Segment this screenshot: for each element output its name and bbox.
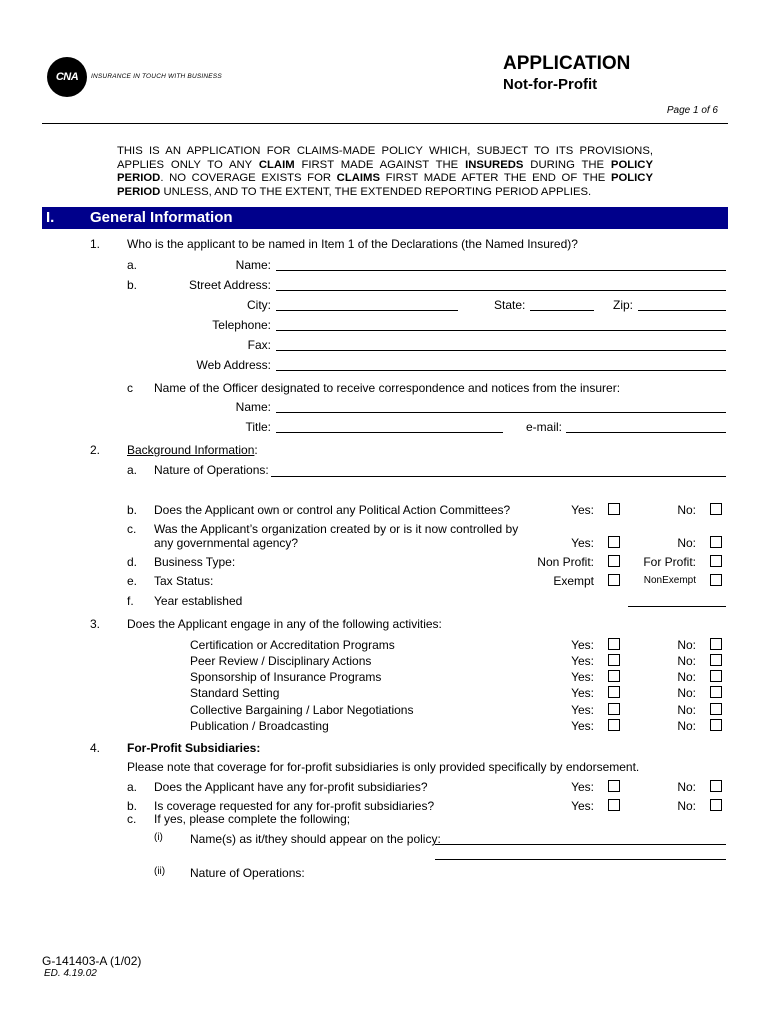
item-letter: a. <box>127 463 138 477</box>
sub-item-number: (ii) <box>154 866 166 877</box>
no-label: No: <box>677 503 696 517</box>
question-number: 4. <box>90 741 101 755</box>
notice-bold: POLICY PERIOD <box>117 158 653 184</box>
subsidiaries-question: Does the Applicant have any for-profit subsidiaries? <box>154 780 428 794</box>
city-field[interactable] <box>276 310 458 311</box>
name-field[interactable] <box>276 270 726 271</box>
activity-label: Publication / Broadcasting <box>190 719 329 733</box>
no-label: No: <box>677 780 696 794</box>
subsidiaries-note: Please note that coverage for for-profit subsidiaries is only provided specifically by endorsement. <box>127 760 640 774</box>
pac-question: Does the Applicant own or control any Political Action Committees? <box>154 503 511 517</box>
background-colon: : <box>254 443 258 457</box>
question-text: Who is the applicant to be named in Item 1 of the Declarations (the Named Insured)? <box>127 237 578 251</box>
officer-name-label: Name: <box>235 400 271 414</box>
logo-text: CNA <box>55 71 79 83</box>
telephone-label: Telephone: <box>212 318 271 332</box>
policy-names-label: Name(s) as it/they should appear on the policy: <box>190 832 441 846</box>
notice-bold: POLICY PERIOD <box>117 172 653 198</box>
street-label: Street Address: <box>188 278 271 292</box>
fax-field[interactable] <box>276 350 726 351</box>
no-label: No: <box>677 670 696 684</box>
notice-text: DURING THE <box>523 158 611 171</box>
no-label: No: <box>677 654 696 668</box>
question-number: 3. <box>90 617 101 631</box>
no-label: No: <box>677 536 696 550</box>
activity-no-checkbox[interactable] <box>710 654 722 666</box>
activity-label: Certification or Accreditation Programs <box>190 638 395 652</box>
page-subtitle: Not-for-Profit <box>503 76 598 93</box>
yes-label: Yes: <box>571 670 594 684</box>
nature-label: Nature of Operations: <box>154 463 269 477</box>
non-profit-label: Non Profit: <box>537 555 594 569</box>
form-number: G-141403-A (1/02) <box>42 954 142 968</box>
year-established-label: Year established <box>154 594 243 608</box>
exempt-label: Exempt <box>553 574 594 588</box>
gov-yes-checkbox[interactable] <box>608 536 620 548</box>
business-type-label: Business Type: <box>154 555 236 569</box>
complete-instruction: If yes, please complete the following; <box>154 812 351 826</box>
for-profit-checkbox[interactable] <box>710 555 722 567</box>
activity-yes-checkbox[interactable] <box>608 654 620 666</box>
name-label: Name: <box>235 258 271 272</box>
item-letter: b. <box>127 503 138 517</box>
sub-item-number: (i) <box>154 832 163 843</box>
item-letter: b. <box>127 799 138 813</box>
yes-label: Yes: <box>571 719 594 733</box>
notice-bold: INSUREDS <box>465 158 524 171</box>
tagline: INSURANCE IN TOUCH WITH BUSINESS <box>91 73 222 80</box>
item-letter: d. <box>127 555 138 569</box>
fax-label: Fax: <box>247 338 271 352</box>
item-letter: c <box>127 381 133 395</box>
yes-label: Yes: <box>571 536 594 550</box>
activity-label: Standard Setting <box>190 686 280 700</box>
activity-no-checkbox[interactable] <box>710 670 722 682</box>
activity-label: Sponsorship of Insurance Programs <box>190 670 382 684</box>
tax-status-label: Tax Status: <box>154 574 214 588</box>
page-number: Page 1 of 6 <box>666 105 718 116</box>
activity-yes-checkbox[interactable] <box>608 719 620 731</box>
header-divider <box>42 123 728 124</box>
email-label: e-mail: <box>526 420 563 434</box>
claims-made-notice <box>117 141 653 199</box>
no-label: No: <box>677 703 696 717</box>
year-established-field[interactable] <box>628 606 726 607</box>
notice-text: FIRST MADE AGAINST THE <box>294 158 466 171</box>
pac-no-checkbox[interactable] <box>710 503 722 515</box>
section-title: General Information <box>90 209 233 226</box>
cna-logo <box>47 57 87 97</box>
activity-label: Peer Review / Disciplinary Actions <box>190 654 372 668</box>
notice-bold: CLAIM <box>258 158 295 171</box>
item-letter: c. <box>127 522 137 536</box>
for-profit-label: For Profit: <box>643 555 696 569</box>
yes-label: Yes: <box>571 638 594 652</box>
title-label: Title: <box>245 420 271 434</box>
policy-names-field[interactable] <box>435 844 726 845</box>
question-number: 2. <box>90 443 101 457</box>
nature-field[interactable] <box>271 476 726 477</box>
yes-label: Yes: <box>571 780 594 794</box>
coverage-yes-checkbox[interactable] <box>608 799 620 811</box>
street-field[interactable] <box>276 290 726 291</box>
state-label: State: <box>494 298 526 312</box>
item-letter: e. <box>127 574 138 588</box>
yes-label: Yes: <box>571 686 594 700</box>
section-number: I. <box>46 209 55 226</box>
operations-label: Nature of Operations: <box>190 866 305 880</box>
zip-label: Zip: <box>613 298 634 312</box>
gov-question-line2: any governmental agency? <box>154 536 299 550</box>
background-heading <box>127 443 258 457</box>
web-label: Web Address: <box>196 358 271 372</box>
question-text: Does the Applicant engage in any of the following activities: <box>127 617 442 631</box>
no-label: No: <box>677 799 696 813</box>
notice-text: UNLESS, AND TO THE EXTENT, THE EXTENDED REPORTING PERIOD APPLIES. <box>160 185 592 198</box>
non-profit-checkbox[interactable] <box>608 555 620 567</box>
telephone-field[interactable] <box>276 330 726 331</box>
zip-field[interactable] <box>638 310 726 311</box>
yes-label: Yes: <box>571 799 594 813</box>
yes-label: Yes: <box>571 503 594 517</box>
notice-text: . NO COVERAGE EXISTS FOR <box>160 172 337 184</box>
email-field[interactable] <box>566 432 726 433</box>
item-letter: c. <box>127 812 137 826</box>
activity-label: Collective Bargaining / Labor Negotiations <box>190 703 414 717</box>
subsidiaries-yes-checkbox[interactable] <box>608 780 620 792</box>
subsidiaries-title: For-Profit Subsidiaries: <box>127 741 261 755</box>
yes-label: Yes: <box>571 654 594 668</box>
officer-text: Name of the Officer designated to receive correspondence and notices from the insurer: <box>154 381 621 395</box>
web-field[interactable] <box>276 370 726 371</box>
subsidiaries-no-checkbox[interactable] <box>710 780 722 792</box>
activity-yes-checkbox[interactable] <box>608 670 620 682</box>
activity-yes-checkbox[interactable] <box>608 638 620 650</box>
activity-no-checkbox[interactable] <box>710 686 722 698</box>
pac-yes-checkbox[interactable] <box>608 503 620 515</box>
activity-no-checkbox[interactable] <box>710 638 722 650</box>
title-field[interactable] <box>276 432 503 433</box>
non-exempt-label: NonExempt <box>643 575 696 586</box>
notice-text: THIS IS AN APPLICATION FOR CLAIMS-MADE POLICY WHICH, SUBJECT TO ITS PROVISIONS, APPLIES ONLY TO ANY <box>117 145 653 171</box>
page-title: APPLICATION <box>503 53 631 74</box>
city-label: City: <box>247 298 271 312</box>
no-label: No: <box>677 719 696 733</box>
gov-question-line1: Was the Applicant’s organization created by or is it now controlled by <box>154 522 519 536</box>
section-banner <box>42 207 728 229</box>
question-number: 1. <box>90 237 101 251</box>
policy-names-field-2[interactable] <box>435 859 726 860</box>
notice-bold: CLAIMS <box>336 172 380 184</box>
exempt-checkbox[interactable] <box>608 574 620 586</box>
item-letter: b. <box>127 278 138 292</box>
no-label: No: <box>677 638 696 652</box>
officer-name-field[interactable] <box>276 412 726 413</box>
edition-date: ED. 4.19.02 <box>44 968 97 979</box>
item-letter: a. <box>127 780 138 794</box>
notice-text: FIRST MADE AFTER THE END OF THE <box>379 172 611 184</box>
item-letter: f. <box>127 594 134 608</box>
state-field[interactable] <box>530 310 594 311</box>
item-letter: a. <box>127 258 138 272</box>
non-exempt-checkbox[interactable] <box>710 574 722 586</box>
activity-yes-checkbox[interactable] <box>608 703 620 715</box>
coverage-no-checkbox[interactable] <box>710 799 722 811</box>
background-title: Background Information <box>127 443 255 457</box>
gov-no-checkbox[interactable] <box>710 536 722 548</box>
coverage-question: Is coverage requested for any for-profit subsidiaries? <box>154 799 435 813</box>
activity-no-checkbox[interactable] <box>710 703 722 715</box>
yes-label: Yes: <box>571 703 594 717</box>
activity-no-checkbox[interactable] <box>710 719 722 731</box>
no-label: No: <box>677 686 696 700</box>
activity-yes-checkbox[interactable] <box>608 686 620 698</box>
